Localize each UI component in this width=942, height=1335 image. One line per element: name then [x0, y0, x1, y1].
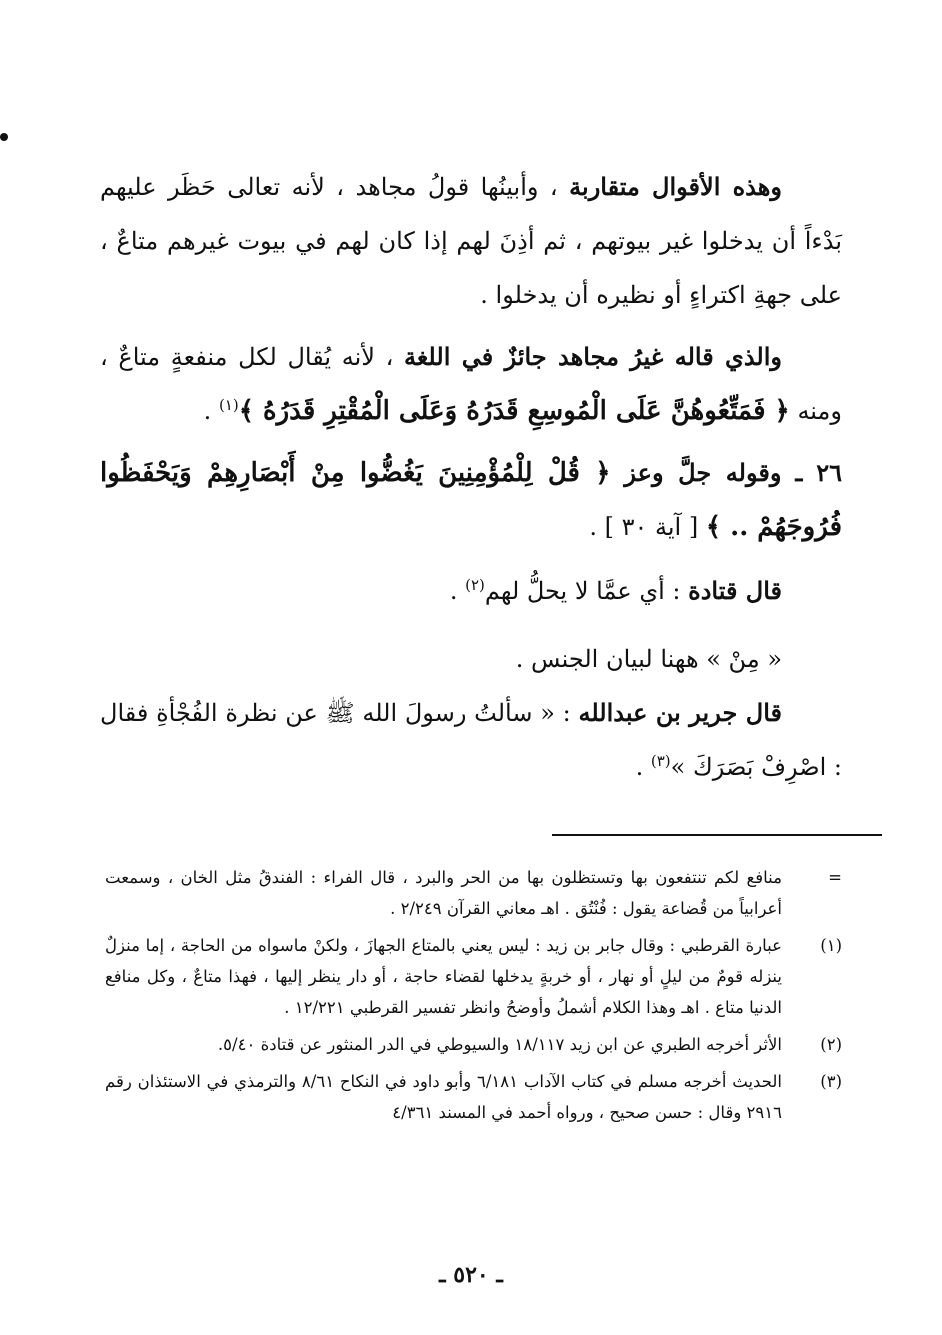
footnote-ref-2: (٢) [465, 576, 485, 594]
paragraph-opinions-heading: وهذه الأقوال متقاربة [569, 172, 782, 201]
page-number: ـ ٥٢٠ ـ [439, 1262, 503, 1288]
footnote-mark: = [828, 868, 842, 887]
quran-quote-matiuhunna: ﴿ فَمَتِّعُوهُنَّ عَلَى الْمُوسِعِ قَدَرُهُ وَعَلَى الْمُقْتِرِ قَدَرُهُ ﴾ [238, 396, 790, 426]
footnote-mark: (٢) [820, 1035, 842, 1054]
margin-dot [0, 133, 8, 141]
footnotes [105, 862, 842, 1134]
footnote-mark: (٣) [820, 1072, 842, 1091]
main-text [100, 160, 842, 794]
qatada-heading: قال قتادة [688, 576, 782, 605]
paragraph-language-end: . [203, 397, 212, 425]
footnote-ref-1: (١) [218, 396, 239, 414]
footnote-text: منافع لكم تنتفعون بها وتستظلون بها من الحر والبرد ، قال الفراء : الفندقُ مثل الخان ، وسمعت أعرابياً من قُضاعة يقول : فُنْتُق . اهـ معاني القرآن ٢/٢٤٩ . [105, 868, 782, 918]
footnote-1 [105, 930, 842, 1023]
paragraph-qatada [100, 564, 842, 618]
verse-intro: وقوله جلَّ وعز [624, 458, 782, 487]
quran-quote-ghadd: ﴿ قُلْ لِلْمُؤْمِنِينَ يَغُضُّوا مِنْ أَبْصَارِهِمْ وَيَحْفَظُوا فُرُوجَهُمْ .. ﴾ [100, 458, 842, 542]
paragraph-min [100, 632, 842, 686]
verse-26-entry [100, 446, 842, 554]
qatada-body: : أي عمَّا لا يحلُّ لهم [484, 577, 681, 605]
jarir-end: . [635, 753, 644, 781]
footnote-ref-3: (٣) [650, 752, 671, 770]
footnote-continued [105, 862, 842, 924]
paragraph-jarir [100, 686, 842, 794]
paragraph-opinions-body: ، وأبينُها قولُ مجاهد ، لأنه تعالى حَظَر عليهم بَدْءاً أن يدخلوا غير بيوتهم ، ثم أذِنَ لهم إذا كان لهم في بيوت غيرهم متاعٌ ، على جهةِ اكتراءٍ أو نظيره أن يدخلوا . [100, 173, 842, 309]
footnote-text: عبارة القرطبي : وقال جابر بن زيد : ليس يعني بالمتاع الجهازَ ، ولكنْ ماسواه من الحاجة ، إما منزلٌ ينزله قومٌ من ليلٍ أو نهار ، أو خربةٍ يدخلها لقضاء حاجة ، أو دار ينظر إليها ، فهذا متاعٌ ، وكل منافع الدنيا متاع . اهـ وهذا الكلام أشملُ وأوضحُ وانظر تفسير القرطبي ١٢/٢٢١ . [105, 936, 782, 1017]
qatada-end: . [449, 577, 458, 605]
jarir-heading: قال جرير بن عبدالله [578, 698, 782, 727]
footnote-3 [105, 1066, 842, 1128]
min-line: « مِنْ » ههنا لبيان الجنس . [515, 645, 782, 673]
jarir-body: : « سألتُ رسولَ الله ﷺ عن نظرة الفُجْأةِ فقال : اصْرِفْ بَصَرَكَ » [100, 699, 842, 781]
footnote-2 [105, 1029, 842, 1060]
verse-aya-ref: [ آية ٣٠ ] . [589, 513, 699, 541]
footnote-text: الحديث أخرجه مسلم في كتاب الآداب ٦/١٨١ وأبو داود في النكاح ٨/٦١ والترمذي في الاستئذان رقم ٢٩١٦ وقال : حسن صحيح ، ورواه أحمد في المسند ٤/٣٦١ [105, 1072, 782, 1122]
footnote-text: الأثر أخرجه الطبري عن ابن زيد ١٨/١١٧ والسيوطي في الدر المنثور عن قتادة ٥/٤٠. [217, 1035, 782, 1054]
paragraph-opinions [100, 160, 842, 322]
paragraph-language-heading: والذي قاله غيرُ مجاهد جائزٌ في اللغة [403, 342, 782, 371]
footnote-separator [552, 834, 882, 836]
paragraph-language [100, 330, 842, 438]
footnote-mark: (١) [820, 936, 842, 955]
paragraph-language-body: ، لأنه يُقال لكل منفعةٍ متاعٌ ، ومنه [100, 343, 842, 425]
verse-dash: ـ [795, 458, 803, 487]
verse-number: ٢٦ [816, 458, 843, 487]
